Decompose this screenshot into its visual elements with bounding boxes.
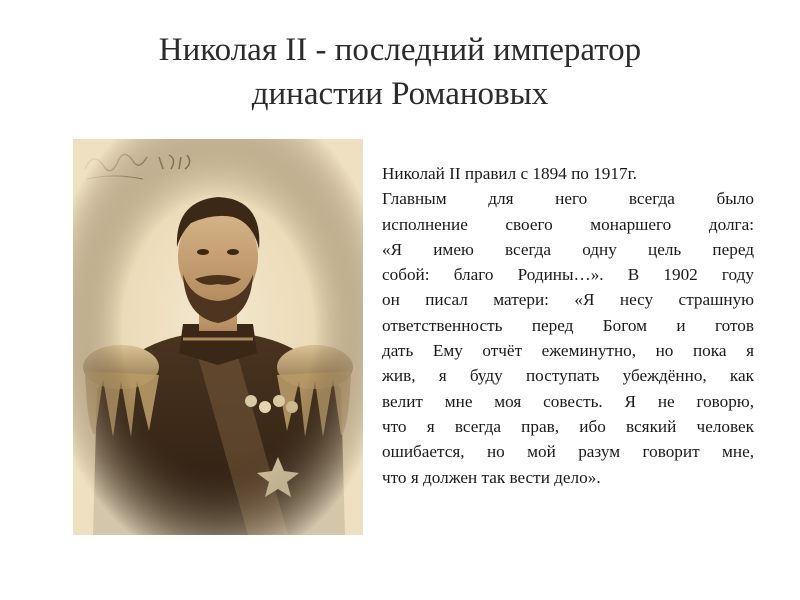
text-line: ошибается, но мой разум говорит мне, — [382, 442, 754, 462]
text-line: Главным для него всегда было — [382, 189, 754, 209]
quote-text-block — [382, 161, 754, 490]
text-line: исполнение своего монаршего долга: — [382, 214, 754, 234]
text-line: собой: благо Родины…». В 1902 году — [382, 265, 754, 285]
text-line: он писал матери: «Я несу страшную — [382, 290, 754, 310]
slide-title — [40, 28, 760, 116]
text-line: дать Ему отчёт ежеминутно, но пока я — [382, 341, 754, 361]
text-line: жив, я буду поступать убеждённо, как — [382, 366, 754, 386]
text-line: велит мне моя совесть. Я не говорю, — [382, 391, 754, 411]
title-line-2: династии Романовых — [251, 76, 549, 112]
text-line: что я всегда прав, ибо всякий человек — [382, 416, 754, 436]
text-line: Николай II правил с 1894 по 1917г. — [382, 164, 637, 183]
title-line-1: Николая II - последний император — [158, 32, 642, 68]
text-line: «Я имею всегда одну цель перед — [382, 239, 754, 259]
portrait-photo — [73, 139, 363, 535]
text-line: ответственность перед Богом и готов — [382, 315, 754, 335]
text-line: что я должен так вести дело». — [382, 467, 601, 487]
